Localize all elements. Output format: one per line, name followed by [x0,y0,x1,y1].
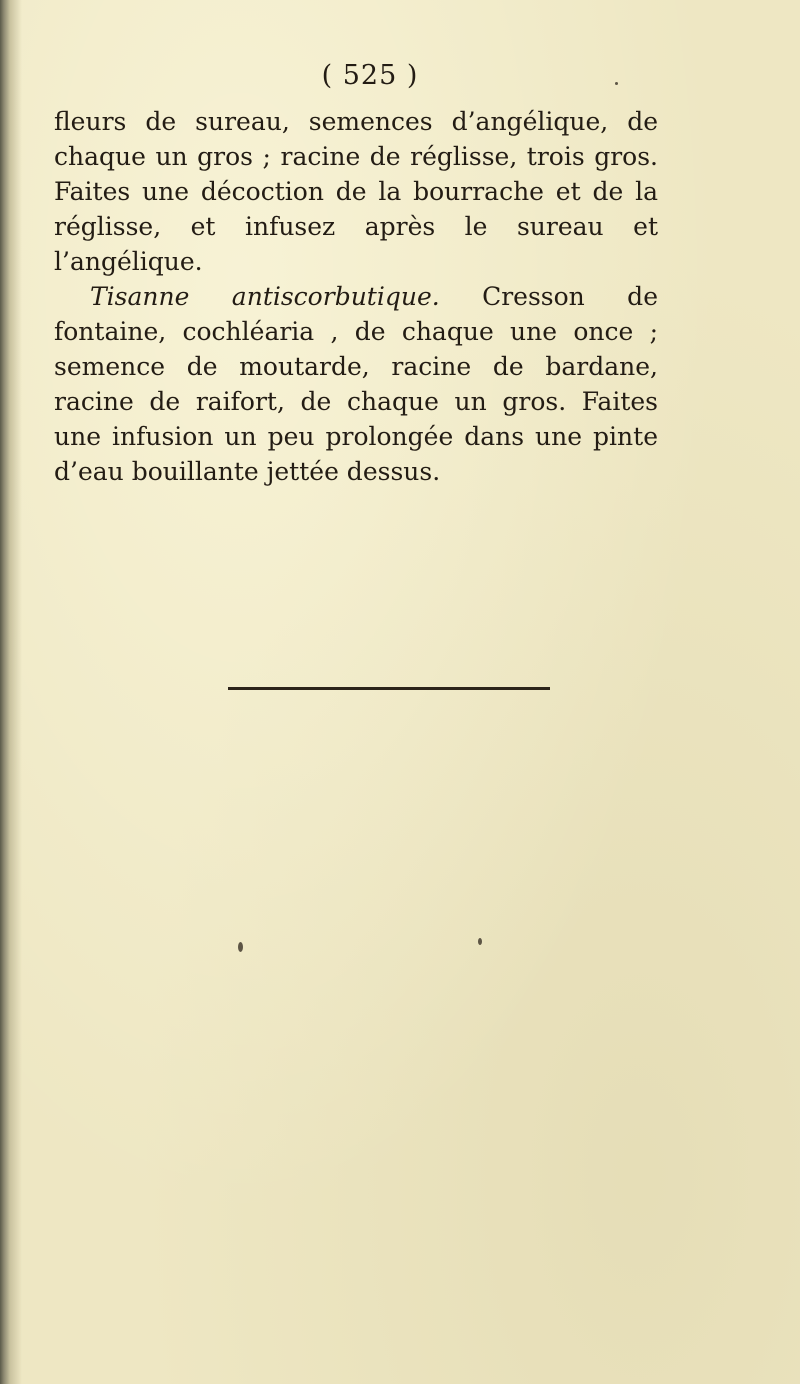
binding-shadow [0,0,22,1384]
recipe-title: Tisanne antiscorbutique. [90,282,440,311]
section-separator-rule [228,687,550,690]
paragraph-2 [54,279,658,489]
ink-speck [238,942,243,952]
recipe-text: Cresson de fontaine, cochléaria , de chaque une once ; semence de moutarde, racine de bardane, racine de raifort, de chaque un gros. Faites une infusion un peu prolongée dans une pinte d’eau bouillante jettée dessus. [54,282,658,486]
ink-speck [615,82,618,85]
page-number: ( 525 ) [321,60,419,91]
paragraph-1: fleurs de sureau, semences d’angélique, de chaque un gros ; racine de réglisse, trois gros. Faites une décoction de la bourrache et de la réglisse, et infusez après le sureau et l’angélique. [54,107,658,276]
ink-speck [478,938,482,945]
body-text [54,104,658,489]
